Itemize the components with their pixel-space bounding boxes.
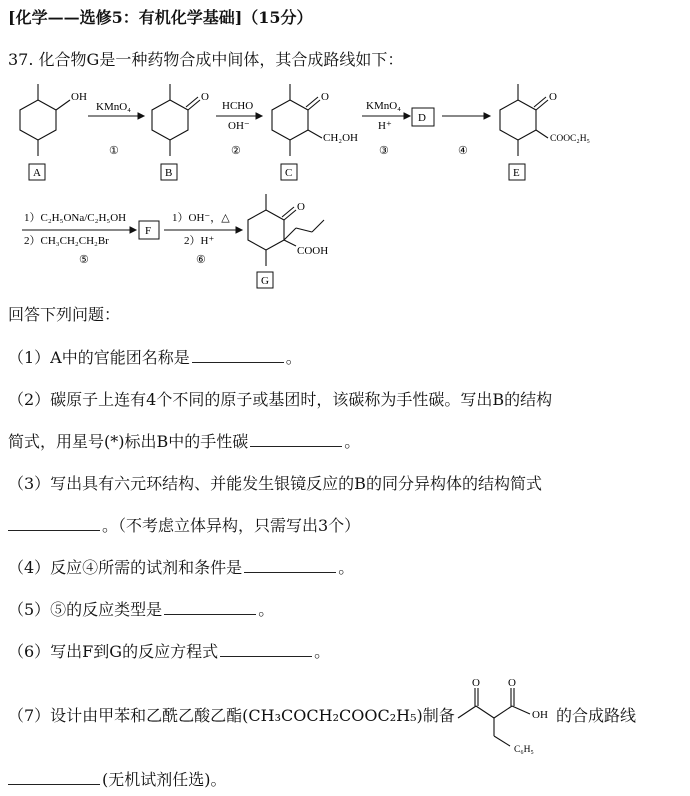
C-substituent: CH₂OH: [323, 132, 359, 144]
arrow3-step: ③: [379, 145, 389, 157]
arrow1-step: ①: [109, 145, 119, 157]
arrow4-step: ④: [458, 145, 468, 157]
ring-E: [500, 100, 536, 140]
ring-B: [152, 100, 188, 140]
arrow6-line1: 1）OH⁻，△: [172, 212, 230, 224]
q5-end: 。: [258, 600, 275, 619]
G-substituent: COOH: [297, 245, 329, 257]
q5-text: （5）⑤的反应类型是: [8, 600, 163, 619]
question-3-line2: [8, 516, 360, 536]
arrow2-reagent: HCHO: [222, 100, 254, 112]
q7-end: (无机试剂任选)。: [102, 770, 227, 789]
arrow5-step: ⑤: [79, 254, 89, 266]
q2-end: 。: [344, 432, 361, 451]
A-substituent: OH: [71, 91, 87, 103]
q2-text: 简式，用星号(*)标出B中的手性碳: [8, 432, 249, 451]
question-1: [8, 348, 302, 368]
question-2-line1: （2）碳原子上连有4个不同的原子或基团时，该碳称为手性碳。写出B的结构: [8, 390, 553, 409]
question-5: [8, 600, 274, 620]
q1-end: 。: [285, 348, 302, 367]
arrow3-reagent: KMnO₄: [366, 100, 402, 112]
q7-text: （7）设计由甲苯和乙酰乙酸乙酯(CH₃COCH₂COOC₂H₅)制备: [8, 706, 455, 725]
label-B: B: [165, 167, 173, 179]
answer-prompt: 回答下列问题：: [8, 305, 121, 324]
ring-C: [272, 100, 308, 140]
label-C: C: [285, 167, 293, 179]
label-A: A: [33, 167, 41, 179]
C-carbonyl: O: [321, 91, 329, 103]
question-7-line2: [8, 770, 227, 790]
question-4: [8, 558, 354, 578]
q3-answer-blank[interactable]: [8, 516, 100, 531]
label-G: G: [261, 275, 269, 287]
G-carbonyl: O: [297, 201, 305, 213]
question-7-line1: [8, 706, 455, 726]
arrow2-step: ②: [231, 145, 241, 157]
label-E: E: [513, 167, 520, 179]
q4-end: 。: [338, 558, 355, 577]
question-3-line1: （3）写出具有六元环结构、并能发生银镜反应的B的同分异构体的结构简式: [8, 474, 542, 493]
q7-mol-O2: O: [508, 677, 516, 689]
q6-text: （6）写出F到G的反应方程式: [8, 642, 219, 661]
arrow3-condition: H⁺: [378, 120, 392, 132]
q7-answer-blank[interactable]: [8, 770, 100, 785]
q1-answer-blank[interactable]: [192, 348, 284, 363]
arrow6-line2: 2）H⁺: [184, 235, 215, 247]
section-header: [化学——选修5：有机化学基础]（15分）: [8, 8, 313, 27]
question-2-line2: [8, 432, 360, 452]
arrow1-reagent: KMnO₄: [96, 101, 132, 113]
label-F: F: [145, 225, 152, 237]
q4-text: （4）反应④所需的试剂和条件是: [8, 558, 243, 577]
ring-G: [248, 210, 284, 250]
q3-text: 。（不考虑立体异构，只需写出3个）: [102, 516, 361, 535]
question-7-line1-end: 的合成路线: [556, 706, 637, 725]
label-D: D: [418, 112, 426, 124]
arrow5-line1: 1）C₂H₅ONa/C₂H₅OH: [24, 212, 127, 224]
q2-answer-blank[interactable]: [250, 432, 342, 447]
arrow5-line2: 2）CH₃CH₂CH₂Br: [24, 235, 109, 247]
q6-end: 。: [314, 642, 331, 661]
arrow6-step: ⑥: [196, 254, 206, 266]
question-6: [8, 642, 330, 662]
E-carbonyl: O: [549, 91, 557, 103]
q7-target-molecule: [452, 674, 562, 760]
arrow2-condition: OH⁻: [228, 120, 250, 132]
q5-answer-blank[interactable]: [164, 600, 256, 615]
question-intro: 37. 化合物G是一种药物合成中间体，其合成路线如下：: [8, 50, 404, 69]
E-substituent: COOC₂H₅: [550, 134, 590, 144]
q6-answer-blank[interactable]: [220, 642, 312, 657]
q4-answer-blank[interactable]: [244, 558, 336, 573]
q7-mol-C6H5: C₆H₅: [514, 745, 534, 755]
q1-text: （1）A中的官能团名称是: [8, 348, 190, 367]
ring-A: [20, 100, 56, 140]
q7-mol-O1: O: [472, 677, 480, 689]
B-carbonyl: O: [201, 91, 209, 103]
q7-mol-OH: OH: [532, 709, 548, 721]
synthesis-scheme: [0, 76, 690, 296]
